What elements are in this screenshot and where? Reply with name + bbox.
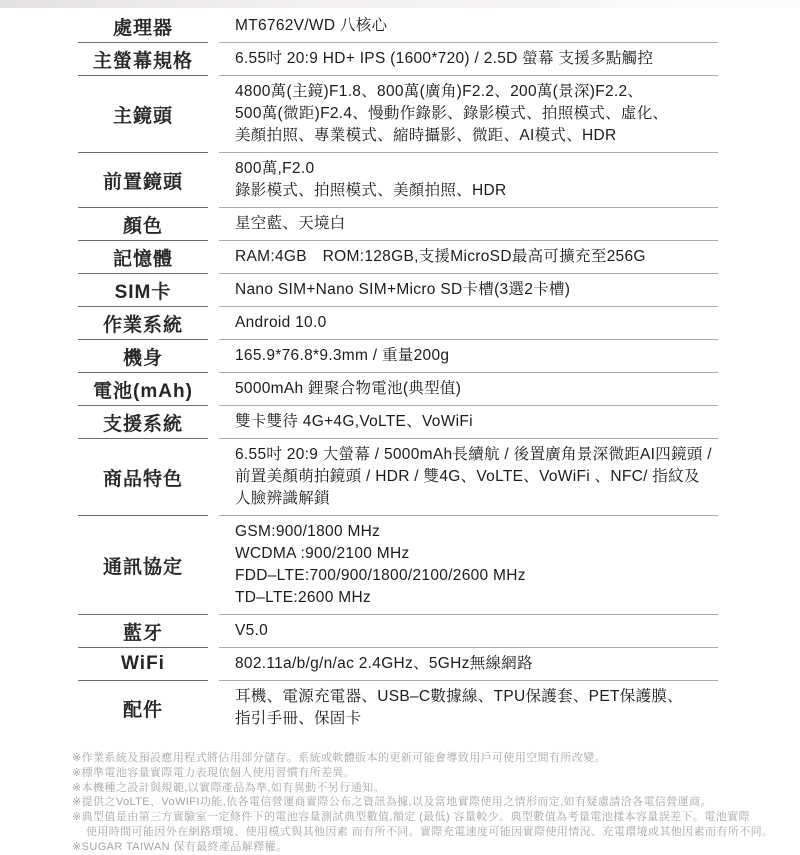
spec-row-color: [78, 208, 718, 241]
spec-label-processor: 處理器: [78, 10, 208, 43]
spec-label-features: 商品特色: [78, 439, 208, 516]
spec-label-sim: SIM卡: [78, 274, 208, 307]
spec-value-bands: GSM:900/1800 MHz WCDMA :900/2100 MHz FDD–LTE:700/900/1800/2100/2600 MHz TD–LTE:2600 MHz: [219, 516, 718, 615]
spec-value-memory: RAM:4GB ROM:128GB,支援MicroSD最高可擴充至256G: [219, 241, 718, 274]
spec-row-display: [78, 43, 718, 76]
spec-row-accessories: [78, 681, 718, 735]
spec-label-bluetooth: 藍牙: [78, 615, 208, 648]
spec-value-sim: Nano SIM+Nano SIM+Micro SD卡槽(3選2卡槽): [219, 274, 718, 307]
spec-label-body: 機身: [78, 340, 208, 373]
spec-label-wifi: WiFi: [78, 648, 208, 681]
spec-label-os: 作業系統: [78, 307, 208, 340]
spec-value-rear-camera: 4800萬(主鏡)F1.8、800萬(廣角)F2.2、200萬(景深)F2.2、 500萬(微距)F2.4、慢動作錄影、錄影模式、拍照模式、虛化、 美顏拍照、專業模式、縮時攝影、微距、AI模式、HDR: [219, 76, 718, 153]
spec-value-front-camera: 800萬,F2.0 錄影模式、拍照模式、美顏拍照、HDR: [219, 153, 718, 208]
spec-row-rear-camera: [78, 76, 718, 153]
footnote-line: ※作業系統及預設應用程式將佔用部分儲存。系統或軟體版本的更新可能會導致用戶可使用空間有所改變。: [72, 752, 607, 764]
footnotes: [72, 751, 774, 855]
top-gradient-strip: [0, 0, 800, 8]
spec-label-rear-camera: 主鏡頭: [78, 76, 208, 153]
spec-row-features: [78, 439, 718, 516]
spec-row-front-camera: [78, 153, 718, 208]
spec-row-body: [78, 340, 718, 373]
spec-value-accessories: 耳機、電源充電器、USB–C數據線、TPU保護套、PET保護膜、 指引手冊、保固卡: [235, 688, 683, 727]
spec-label-front-camera: 前置鏡頭: [78, 153, 208, 208]
spec-label-color: 顏色: [78, 208, 208, 241]
spec-row-wifi: [78, 648, 718, 681]
spec-row-os: [78, 307, 718, 340]
footnote-line: ※本機種之設計與規範,以實際產品為準,如有異動不另行通知。: [72, 781, 385, 794]
spec-value-processor: MT6762V/WD 八核心: [219, 10, 718, 43]
spec-label-bands: 通訊協定: [78, 516, 208, 615]
spec-value-battery: 5000mAh 鋰聚合物電池(典型值): [219, 373, 718, 406]
spec-row-bluetooth: [78, 615, 718, 648]
spec-label-network-support: 支援系統: [78, 406, 208, 439]
spec-value-bluetooth: V5.0: [219, 615, 718, 648]
footnote-line: ※SUGAR TAIWAN 保有最終產品解釋權。: [72, 840, 288, 853]
spec-row-sim: [78, 274, 718, 307]
spec-label-display: 主螢幕規格: [78, 43, 208, 76]
spec-value-features: 6.55吋 20:9 大螢幕 / 5000mAh長續航 / 後置廣角景深微距AI四鏡頭 / 前置美顏萌拍鏡頭 / HDR / 雙4G、VoLTE、VoWiFi 、NFC/ 指紋及 人臉辨識解鎖: [219, 439, 718, 516]
footnote-line: ※標準電池容量實際電力表現依個人使用習慣有所差異。: [72, 766, 356, 779]
spec-row-processor: [78, 10, 718, 43]
spec-value-wifi: 802.11a/b/g/n/ac 2.4GHz、5GHz無線網路: [219, 648, 718, 681]
spec-label-accessories: 配件: [122, 699, 163, 721]
spec-value-os: Android 10.0: [219, 307, 718, 340]
footnote-line-continuation: 使用時間可能因外在網路環境、使用模式與其他因素 而有所不同。實際充電速度可能因實際使用情況、充電環境或其他因素而有所不同。: [86, 825, 774, 838]
spec-value-body: 165.9*76.8*9.3mm / 重量200g: [219, 340, 718, 373]
spec-row-bands: [78, 516, 718, 615]
spec-row-battery: [78, 373, 718, 406]
spec-label-memory: 記憶體: [78, 241, 208, 274]
spec-value-color: 星空藍、天境白: [219, 208, 718, 241]
spec-row-memory: [78, 241, 718, 274]
footnote-line: ※提供之VoLTE、VoWIFI功能,依各電信營運商實際公布之資訊為據,以及當地實際使用之情形而定,如有疑慮請洽各電信營運商。: [72, 796, 712, 809]
spec-label-battery: 電池(mAh): [78, 373, 208, 406]
spec-table: [78, 10, 718, 735]
footnote-line: ※典型值是由第三方實驗室一定條件下的電池容量測試典型數值,額定 (最低) 容量較少。典型數值為考量電池樣本容量誤差下。電池實際: [72, 811, 750, 824]
spec-row-network-support: [78, 406, 718, 439]
spec-value-display: 6.55吋 20:9 HD+ IPS (1600*720) / 2.5D 螢幕 支援多點觸控: [219, 43, 718, 76]
spec-value-network-support: 雙卡雙待 4G+4G,VoLTE、VoWiFi: [219, 406, 718, 439]
